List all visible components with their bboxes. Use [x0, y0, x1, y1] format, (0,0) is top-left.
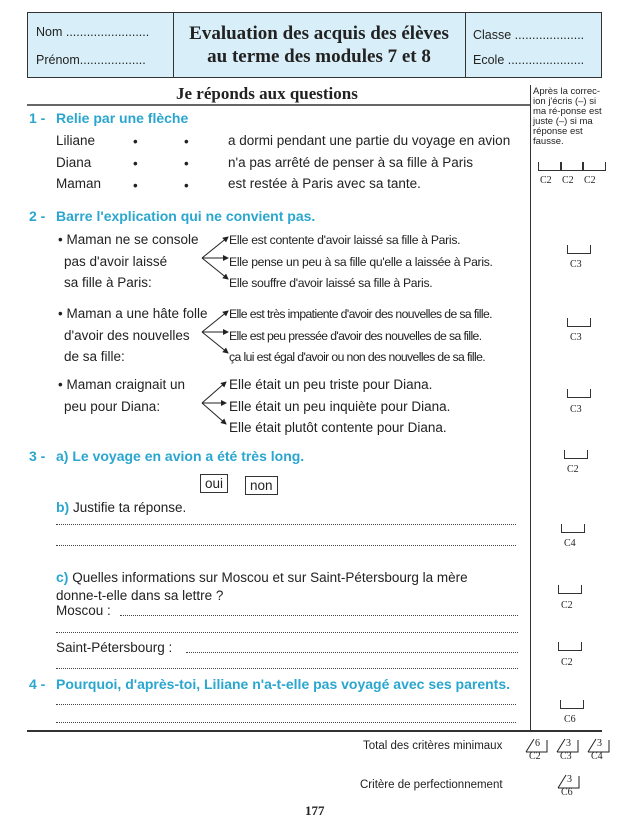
q1-dots-right[interactable]: • • •: [184, 134, 189, 193]
answer-line[interactable]: [186, 652, 518, 653]
q2-stem-2: • Maman a une hâte folle d'avoir des nouvelles de sa fille:: [58, 306, 208, 364]
score-box[interactable]: [567, 389, 591, 398]
answer-line[interactable]: [56, 632, 518, 633]
section-heading: Je réponds aux questions: [176, 84, 358, 103]
criterion-code: C2: [561, 600, 573, 611]
score-box[interactable]: [561, 524, 585, 533]
q3-number: 3 -: [29, 448, 46, 464]
total-minimal-label: Total des critères minimaux: [363, 740, 503, 752]
correction-note: Après la correc- ion j'écris (–) si ma ré-ponse est juste (–) si ma réponse est fausse.: [533, 86, 602, 147]
answer-line[interactable]: [56, 668, 518, 669]
criterion-code: C2: [567, 464, 579, 475]
total-c2: 6 C2: [525, 737, 549, 756]
total-c3: 3 C3: [556, 737, 580, 756]
answer-line[interactable]: [56, 704, 516, 705]
criterion-code: C4: [564, 538, 576, 549]
ecole-field[interactable]: Ecole ......................: [473, 53, 585, 67]
answer-line[interactable]: [56, 722, 516, 723]
criterion-code: C2: [562, 175, 574, 186]
q2-stem-3: • Maman craignait un peu pour Diana:: [58, 377, 186, 414]
oui-option[interactable]: oui: [200, 474, 228, 493]
q3c-question: c) Quelles informations sur Moscou et sur Saint-Pétersbourg la mère donne-t-elle dans sa lettre ?: [56, 569, 468, 603]
q3a-question: a) Le voyage en avion a été très long.: [56, 448, 305, 464]
q2-options-2[interactable]: Elle est très impatiente d'avoir des nouvelles de sa fille. Elle est peu pressée d'avoir des nouvelles de sa fille. ça lui est égal d'avoir ou non des nouvelles de sa fille.: [229, 307, 492, 364]
total-c6: 3 C6: [557, 773, 581, 792]
score-box[interactable]: [567, 318, 591, 327]
score-box[interactable]: [558, 585, 582, 594]
q2-title: Barre l'explication qui ne convient pas.: [56, 208, 316, 224]
prenom-field[interactable]: Prénom...................: [36, 53, 146, 67]
criterion-code: C2: [561, 657, 573, 668]
q4-title: Pourquoi, d'après-toi, Liliane n'a-t-elle pas voyagé avec ses parents.: [56, 676, 511, 692]
score-box[interactable]: [564, 450, 588, 459]
answer-line[interactable]: [56, 545, 516, 546]
non-option[interactable]: non: [245, 476, 278, 495]
criterion-code: C2: [584, 175, 596, 186]
q1-dots-left[interactable]: • • •: [133, 134, 138, 193]
q3b-question: b) Justifie ta réponse.: [56, 499, 187, 515]
classe-field[interactable]: Classe ....................: [473, 28, 585, 42]
q2-number: 2 -: [29, 208, 46, 224]
page-title: Evaluation des acquis des élèves au terme des modules 7 et 8: [189, 23, 449, 67]
criterion-code: C3: [570, 332, 582, 343]
q1-left-item: Maman: [56, 176, 102, 191]
criterion-code: C2: [540, 175, 552, 186]
q1-number: 1 -: [29, 110, 46, 126]
q2-options-3[interactable]: Elle était un peu triste pour Diana. Elle était un peu inquiète pour Diana. Elle était plutôt contente pour Diana.: [229, 377, 451, 435]
q1-right-item: est restée à Paris avec sa tante.: [228, 176, 421, 191]
perfectionnement-label: Critère de perfectionnement: [360, 779, 503, 791]
answer-line[interactable]: [56, 524, 516, 525]
total-c4: 3 C4: [587, 737, 611, 756]
page-number: 177: [305, 803, 325, 818]
q1-left-item: Liliane: [56, 133, 96, 148]
q1-right-item: a dormi pendant une partie du voyage en avion: [228, 133, 511, 148]
answer-line[interactable]: [120, 615, 518, 616]
q4-number: 4 -: [29, 676, 46, 692]
q2-stem-1: • Maman ne se console pas d'avoir laissé sa fille à Paris:: [58, 232, 199, 290]
criterion-code: C3: [570, 259, 582, 270]
nom-field[interactable]: Nom ........................: [36, 25, 150, 39]
q1-right-item: n'a pas arrêté de penser à sa fille à Paris: [228, 155, 473, 170]
q1-title: Relie par une flèche: [56, 110, 189, 126]
q2-options-1[interactable]: Elle est contente d'avoir laissé sa fille à Paris. Elle pense un peu à sa fille qu'elle a laissée à Paris. Elle souffre d'avoir laissé sa fille à Paris.: [229, 233, 493, 290]
score-box[interactable]: [560, 700, 584, 709]
q1-left-item: Diana: [56, 155, 92, 170]
score-box[interactable]: [558, 642, 582, 651]
criterion-code: C3: [570, 404, 582, 415]
moscou-label: Moscou :: [56, 603, 111, 618]
score-box[interactable]: [567, 245, 591, 254]
criterion-code: C6: [564, 714, 576, 725]
spb-label: Saint-Pétersbourg :: [56, 640, 173, 655]
